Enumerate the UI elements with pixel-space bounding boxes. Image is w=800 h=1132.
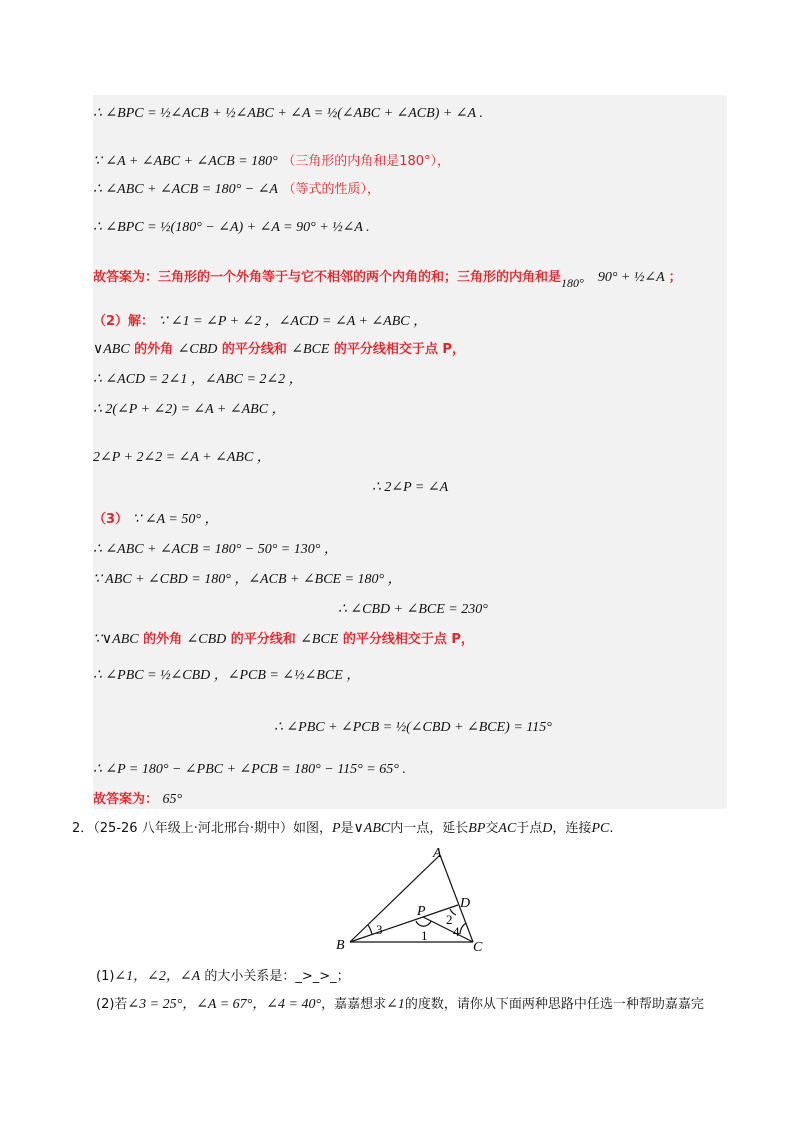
- part-2-line-2: [93, 340, 465, 359]
- answer-text: 故答案为：: [93, 792, 159, 807]
- text: ，连接: [552, 821, 592, 836]
- part-3-line-2: [93, 540, 338, 559]
- formula: ∴ 2∠P = ∠A: [372, 480, 449, 495]
- text: 的平分线和: [230, 632, 296, 647]
- formula: ∴ ∠PBC + ∠PCB = ½(∠CBD + ∠BCE) = 115°: [274, 720, 552, 735]
- solution-line-2: [93, 152, 450, 171]
- part-2-line-3: [93, 370, 303, 389]
- formula: ∵ ∠A = 50° ，: [132, 512, 219, 527]
- label-c: C: [473, 940, 483, 955]
- solution-line-4: [93, 218, 370, 237]
- formula: ∴ ∠P = 180° − ∠PBC + ∠PCB = 180° − 115° = 65° .: [93, 762, 406, 777]
- sub-question-1: [96, 968, 350, 986]
- label-p: P: [417, 904, 426, 919]
- part-2-start: [93, 312, 427, 331]
- part-3-start: [93, 510, 218, 529]
- text: 的大小关系是：_>_>_；: [204, 969, 350, 984]
- part-2-line-5: [93, 448, 271, 467]
- text: 的外角: [134, 342, 174, 357]
- formula: ∠3 = 25°，∠A = 67°，∠4 = 40°: [127, 997, 322, 1012]
- triangle-figure: [330, 845, 490, 955]
- text: 的度数，请你从下面两种思路中任选一种帮助嘉嘉完: [404, 997, 704, 1012]
- answer-value: 90° + ½∠A: [597, 270, 665, 285]
- reason: （三角形的内角和是180°），: [282, 154, 451, 169]
- answer-3: [93, 790, 182, 809]
- var: D: [542, 821, 553, 836]
- text: ，嘉嘉想求: [321, 997, 387, 1012]
- angle-ref: ∠CBD: [186, 632, 227, 647]
- answer-value: 65°: [162, 792, 183, 807]
- formula: ∴ 2(∠P + ∠2) = ∠A + ∠ABC ，: [93, 402, 286, 417]
- angle-4-arc: [460, 923, 466, 934]
- var: BP: [468, 821, 486, 836]
- label-b: B: [336, 938, 345, 953]
- part-label: （3）: [93, 512, 129, 527]
- question-number: 2．: [72, 821, 94, 836]
- answer-sub: 180°: [561, 276, 584, 290]
- text: 是: [340, 821, 354, 836]
- text: 的平分线和: [221, 342, 287, 357]
- part-3-line-4: [338, 600, 488, 619]
- sub-label: (1): [96, 969, 115, 984]
- part-2-line-4: [93, 400, 286, 419]
- reason: （等式的性质），: [282, 182, 380, 197]
- text: 于点: [516, 821, 543, 836]
- label-3: 3: [376, 922, 383, 937]
- angle-3-arc: [368, 925, 372, 935]
- question-2-stem: [72, 820, 613, 838]
- sub-label: (2)若: [96, 997, 128, 1012]
- var: P: [331, 821, 341, 836]
- part-3-line-7: [274, 718, 552, 737]
- part-3-line-5: [93, 630, 474, 649]
- answer-text: 故答案为：三角形的一个外角等于与它不相邻的两个内角的和；三角形的内角和是: [93, 270, 562, 285]
- angle-1-arc: [416, 921, 431, 926]
- triangle-ref: ∨ABC: [93, 342, 130, 357]
- text: 的平分线相交于点 P，: [342, 632, 474, 647]
- formula: ∵ ABC + ∠CBD = 180° ，∠ACB + ∠BCE = 180° ，: [93, 572, 402, 587]
- label-1: 1: [421, 928, 428, 943]
- formula: ∴ ∠ACD = 2∠1 ，∠ABC = 2∠2 ，: [93, 372, 303, 387]
- formula: ∵ ∠1 = ∠P + ∠2 ，∠ACD = ∠A + ∠ABC ，: [158, 314, 428, 329]
- angle-ref: ∠BCE: [300, 632, 339, 647]
- var: PC: [591, 821, 610, 836]
- angle-ref: ∠BCE: [291, 342, 330, 357]
- var: AC: [498, 821, 517, 836]
- text: 内一点，延长: [390, 821, 469, 836]
- sub-question-2: [96, 996, 704, 1014]
- part-2-line-6: [372, 478, 448, 497]
- formula: ∴ ∠BPC = ½∠ACB + ½∠ABC + ∠A = ½(∠ABC + ∠ACB) + ∠A .: [93, 106, 483, 121]
- formula: ∴ ∠ABC + ∠ACB = 180° − 50° = 130° ，: [93, 542, 338, 557]
- segment-bd: [350, 905, 458, 942]
- text: 交: [485, 821, 499, 836]
- solution-line-3: [93, 180, 380, 199]
- formula: 2∠P + 2∠2 = ∠A + ∠ABC ，: [93, 450, 271, 465]
- part-3-line-8: [93, 760, 406, 779]
- text: 的平分线相交于点 P，: [333, 342, 465, 357]
- angle-ref: ∠1: [386, 997, 405, 1012]
- formula: ∵ ∠A + ∠ABC + ∠ACB = 180°: [93, 154, 278, 169]
- label-2: 2: [446, 912, 453, 927]
- part-3-line-6: [93, 666, 360, 685]
- label-d: D: [460, 896, 471, 911]
- text: .: [609, 821, 614, 836]
- text: 的外角: [143, 632, 183, 647]
- label-a: A: [433, 846, 442, 861]
- triangle-ref: ∵∨ABC: [93, 632, 139, 647]
- answer-end: ；: [668, 270, 682, 285]
- label-4: 4: [453, 924, 460, 939]
- formula: ∴ ∠BPC = ½(180° − ∠A) + ∠A = 90° + ½∠A .: [93, 220, 370, 235]
- var: ∨ABC: [353, 821, 391, 836]
- formula: ∴ ∠PBC = ½∠CBD ，∠PCB = ∠½∠BCE ，: [93, 668, 361, 683]
- part-label: （2）解：: [93, 314, 155, 329]
- angle-ref: ∠CBD: [177, 342, 218, 357]
- formula: ∠1，∠2，∠A: [114, 969, 201, 984]
- answer-1: [93, 268, 682, 290]
- solution-line-1: [93, 104, 483, 123]
- formula: ∴ ∠ABC + ∠ACB = 180° − ∠A: [93, 182, 278, 197]
- question-source: （25-26 八年级上·河北邢台·期中）如图，: [93, 821, 332, 836]
- formula: ∴ ∠CBD + ∠BCE = 230°: [338, 602, 488, 617]
- part-3-line-3: [93, 570, 402, 589]
